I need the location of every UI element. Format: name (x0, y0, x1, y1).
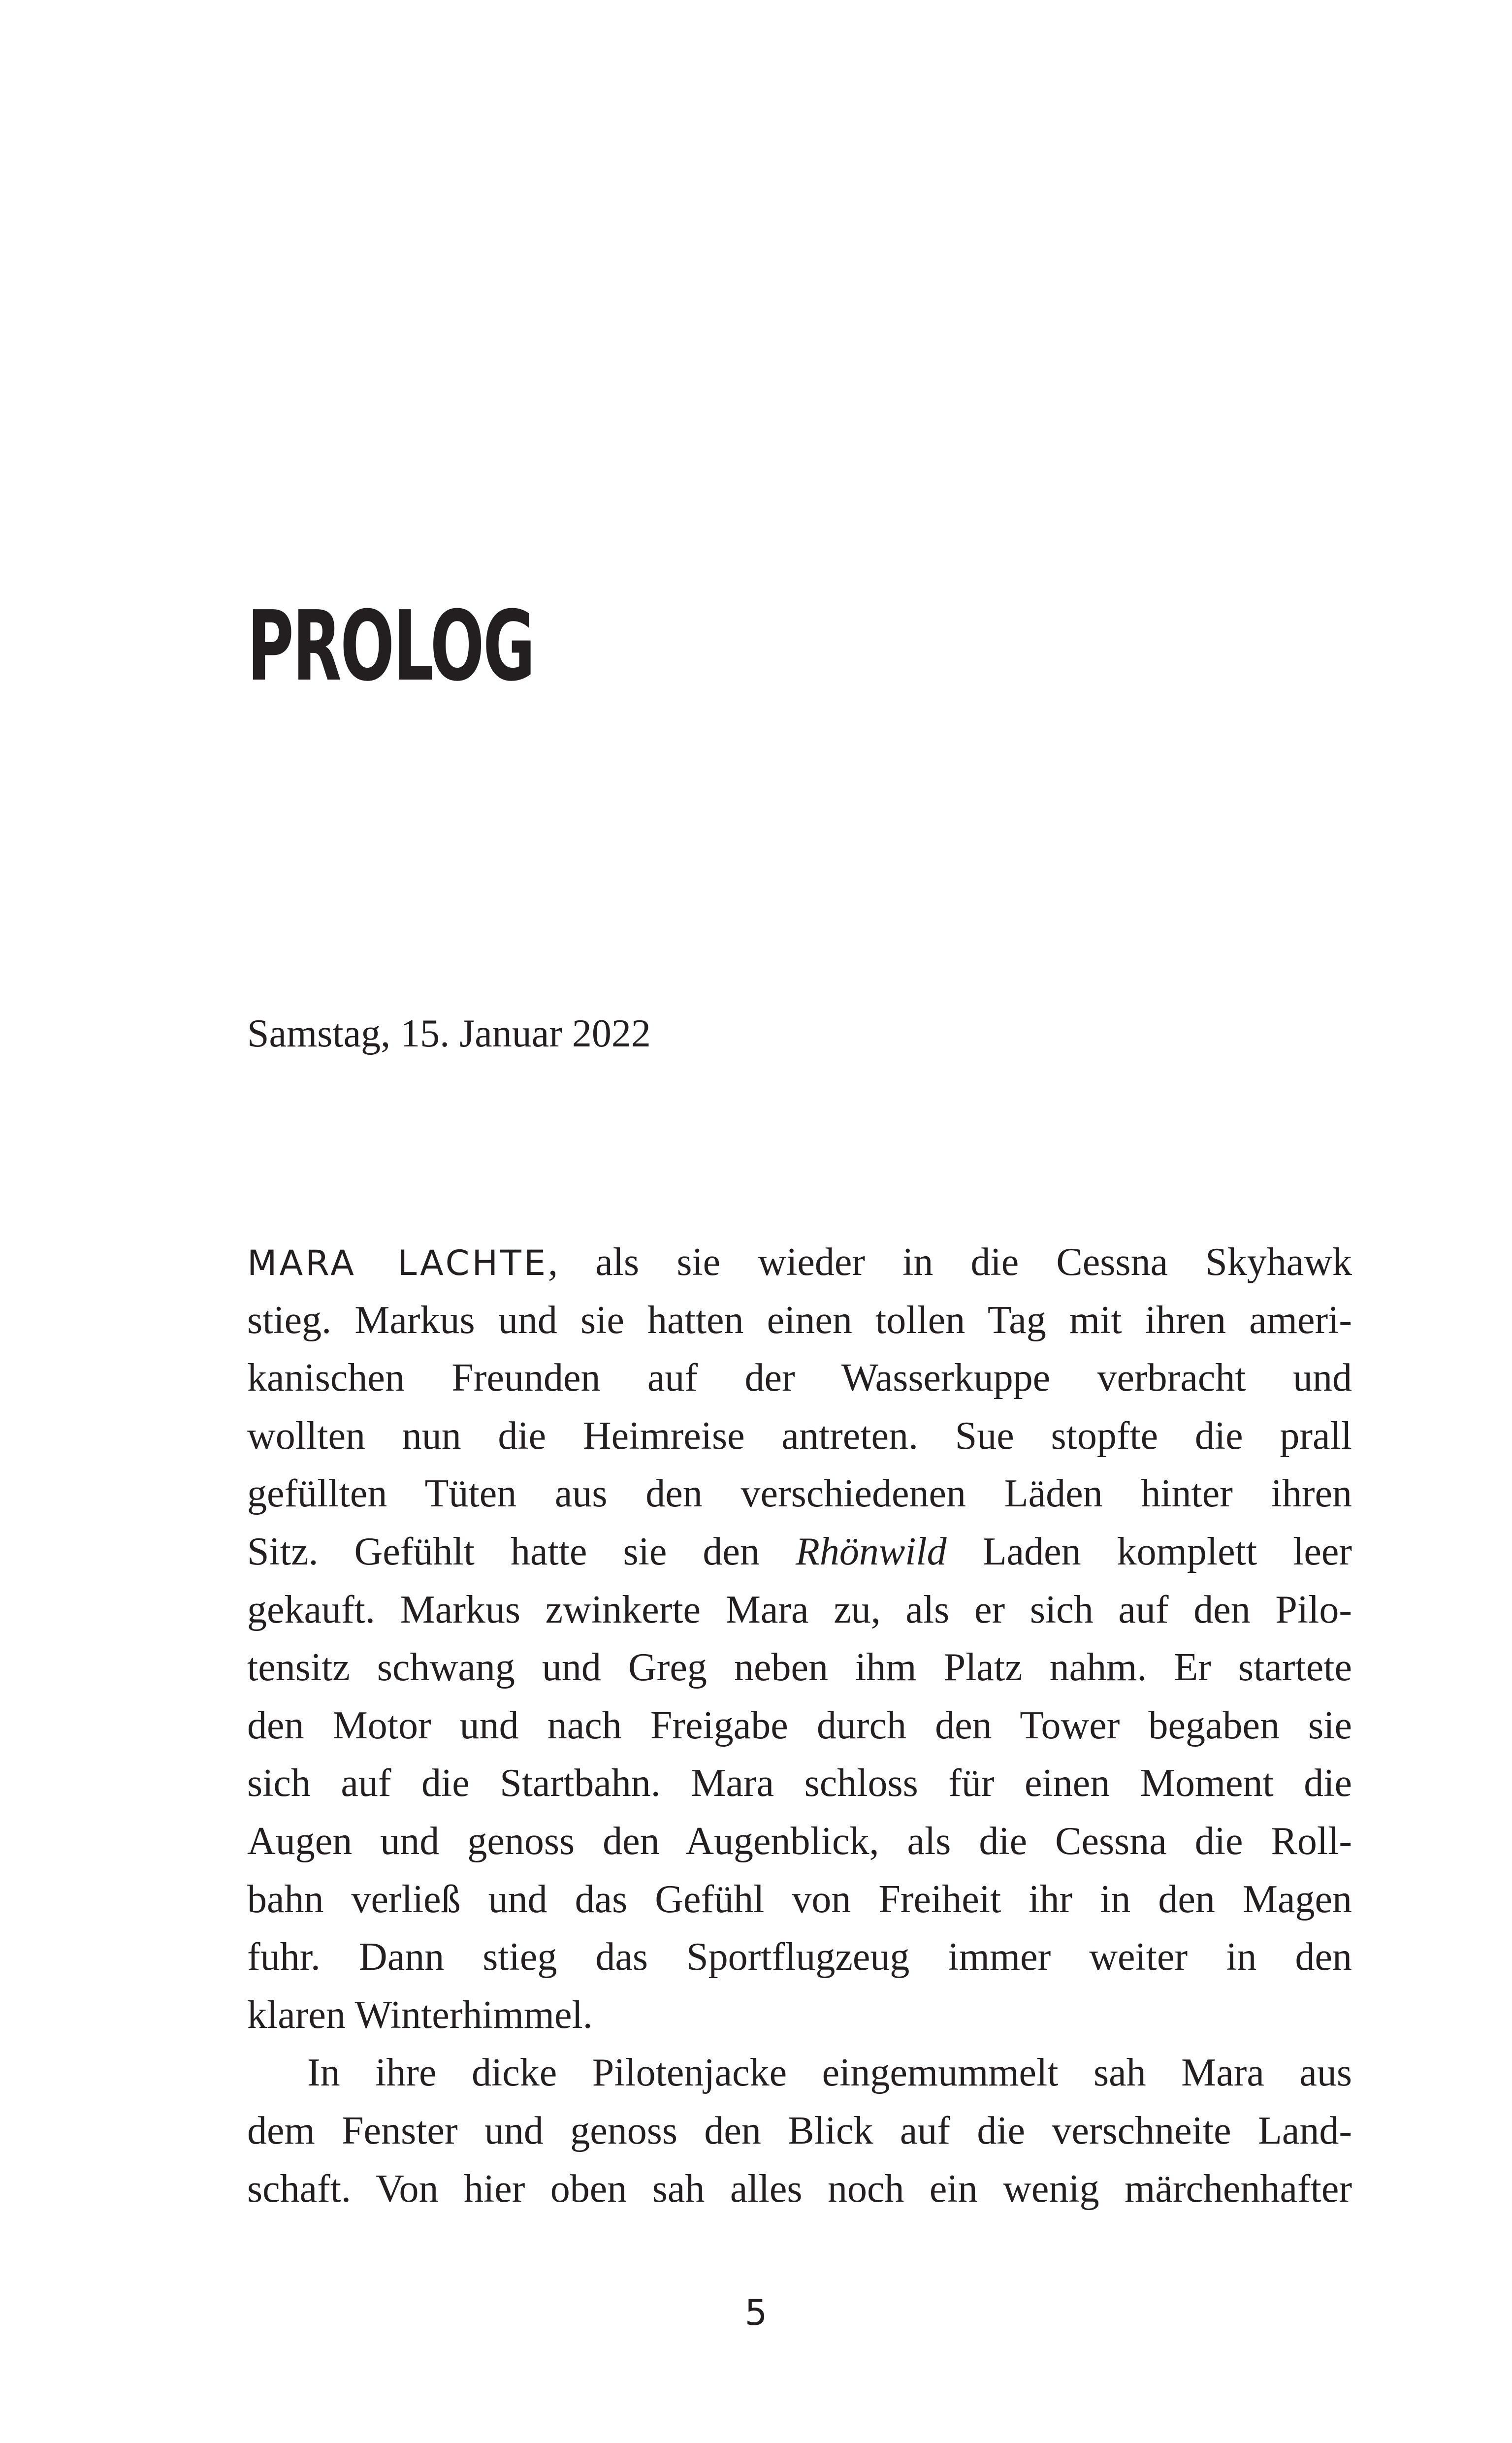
text-line: stieg. Markus und sie hatten einen tollen Tag mit ihren ameri- (247, 1298, 1352, 1342)
chapter-title: PROLOG (247, 590, 534, 703)
text-line: gefüllten Tüten aus den verschiedenen Läden hinter ihren (247, 1472, 1352, 1516)
text-line: kanischen Freunden auf der Wasserkuppe verbracht und (247, 1356, 1352, 1400)
chapter-dateline: Samstag, 15. Januar 2022 (247, 1012, 651, 1055)
text-line: gekauft. Markus zwinkerte Mara zu, als er sich auf den Pilo- (247, 1588, 1352, 1631)
text-line: tensitz schwang und Greg neben ihm Platz nahm. Er startete (247, 1646, 1352, 1690)
text-line (247, 1523, 1352, 1581)
lead-small-caps: MARA LACHTE (247, 1243, 548, 1283)
text-line: sich auf die Startbahn. Mara schloss für einen Moment die (247, 1761, 1352, 1805)
italic-shop-name: Rhönwild (795, 1530, 947, 1573)
text-line: klaren Winterhimmel. (247, 1993, 593, 2037)
text-line (247, 1234, 1352, 1292)
text-line: bahn verließ und das Gefühl von Freiheit ihr in den Magen (247, 1877, 1352, 1921)
text-fragment: Sitz. Gefühlt hatte sie den (247, 1530, 796, 1573)
text-fragment: Laden komplett leer (946, 1530, 1352, 1573)
page-number: 5 (744, 2292, 768, 2333)
text-line: In ihre dicke Pilotenjacke eingemummelt sah Mara aus (307, 2051, 1352, 2095)
text-line: wollten nun die Heimreise antreten. Sue stopfte die prall (247, 1414, 1352, 1458)
text-line: Augen und genoss den Augenblick, als die Cessna die Roll- (247, 1819, 1352, 1863)
text-line: dem Fenster und genoss den Blick auf die verschneite Land- (247, 2109, 1352, 2152)
text-fragment: , als sie wieder in die Cessna Skyhawk (548, 1240, 1352, 1284)
text-line: fuhr. Dann stieg das Sportflugzeug immer weiter in den (247, 1935, 1352, 1979)
text-line: den Motor und nach Freigabe durch den Tower begaben sie (247, 1703, 1352, 1747)
text-line: schaft. Von hier oben sah alles noch ein wenig märchenhafter (247, 2167, 1352, 2211)
body-text (247, 1234, 1352, 2218)
